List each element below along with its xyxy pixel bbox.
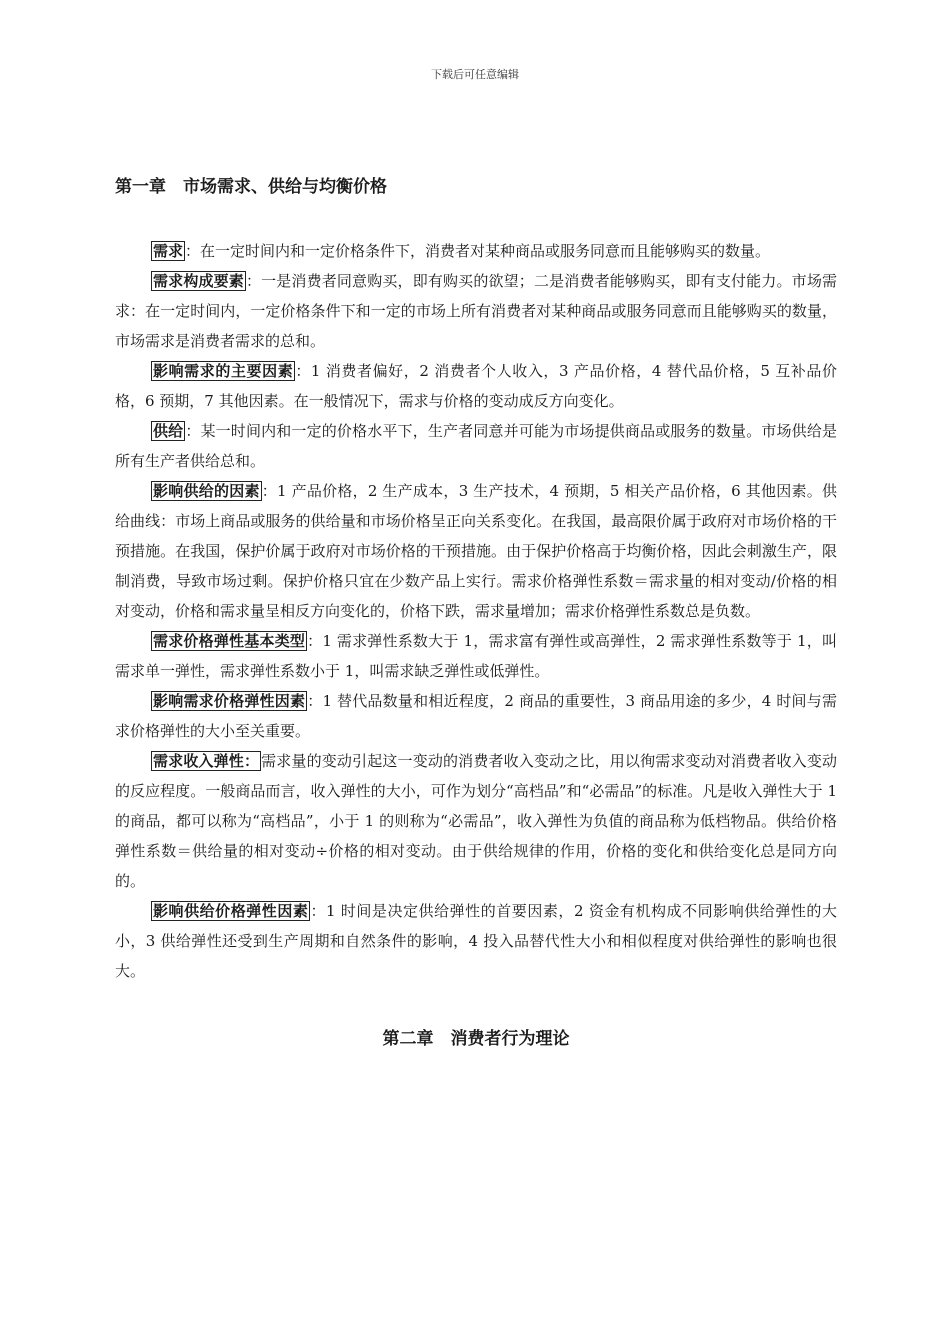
term-label: 影响供给价格弹性因素 — [153, 902, 309, 920]
paragraph-demand — [115, 236, 837, 266]
paragraph-supply-factors — [115, 476, 837, 626]
term-label: 需求 — [153, 242, 184, 260]
term-label: 影响需求的主要因素 — [153, 362, 294, 380]
paragraph-text: ：1 消费者偏好，2 消费者个人收入，3 产品价格，4 替代品价格，5 互补品价格，6 预期，7 其他因素。在一般情况下，需求与价格的变动成反方向变化。 — [115, 362, 837, 410]
paragraph-elasticity-types — [115, 626, 837, 686]
paragraph-supply-elasticity-factors — [115, 896, 837, 986]
paragraph-text: ：一是消费者同意购买，即有购买的欲望；二是消费者能够购买，即有支付能力。市场需求：在一定时间内，一定价格条件下和一定的市场上所有消费者对某种商品或服务同意而且能够购买的数量，市场需求是消费者需求的总和。 — [115, 272, 837, 350]
term-label: 需求价格弹性基本类型 — [153, 632, 306, 650]
paragraph-demand-factors — [115, 356, 837, 416]
paragraph-income-elasticity — [115, 746, 837, 896]
page-header-note: 下载后可任意编辑 — [431, 68, 519, 81]
document-body — [115, 174, 837, 1088]
term-label: 影响需求价格弹性因素 — [153, 692, 306, 710]
term-label: 需求构成要素 — [153, 272, 244, 290]
paragraph-demand-elements — [115, 266, 837, 356]
term-label: 供给 — [153, 422, 184, 440]
term-label: 影响供给的因素 — [153, 482, 260, 500]
paragraph-text: ：1 替代品数量和相近程度，2 商品的重要性，3 商品用途的多少，4 时间与需求价格弹性的大小至关重要。 — [115, 692, 837, 740]
paragraph-text: ：1 产品价格，2 生产成本，3 生产技术，4 预期，5 相关产品价格，6 其他因素。供给曲线：市场上商品或服务的供给量和市场价格呈正向关系变化。在我国，最高限价属于政府对市场价格的干预措施。在我国，保护价属于政府对市场价格的干预措施。由于保护价格高于均衡价格，因此会刺激生产，限制消费，导致市场过剩。保护价格只宜在少数产品上实行。需求价格弹性系数＝需求量的相对变动/价格的相对变动，价格和需求量呈相反方向变化的，价格下跌，需求量增加；需求价格弹性系数总是负数。 — [115, 482, 837, 620]
paragraph-elasticity-factors — [115, 686, 837, 746]
chapter-1-title: 第一章 市场需求、供给与均衡价格 — [115, 177, 387, 197]
paragraph-supply — [115, 416, 837, 476]
paragraph-text: ：在一定时间内和一定价格条件下，消费者对某种商品或服务同意而且能够购买的数量。 — [185, 242, 771, 260]
paragraph-text: ：某一时间内和一定的价格水平下，生产者同意并可能为市场提供商品或服务的数量。市场供给是所有生产者供给总和。 — [115, 422, 837, 470]
paragraph-text: 需求量的变动引起这一变动的消费者收入变动之比，用以徇需求变动对消费者收入变动的反应程度。一般商品而言，收入弹性的大小，可作为划分“高档品”和“必需品”的标准。凡是收入弹性大于 1 的商品，都可以称为“高档品”，小于 1 的则称为“必需品”，收入弹性为负值的商品称为低档物品。供给价格弹性系数＝供给量的相对变动÷价格的相对变动。由于供给规律的作用，价格的变化和供给变化总是同方向的。 — [115, 752, 837, 890]
paragraph-text: ：1 需求弹性系数大于 1，需求富有弹性或高弹性，2 需求弹性系数等于 1，叫需求单一弹性，需求弹性系数小于 1，叫需求缺乏弹性或低弹性。 — [115, 632, 837, 680]
chapter-2-title: 第二章 消费者行为理论 — [382, 1029, 570, 1049]
term-label: 需求收入弹性： — [153, 752, 260, 770]
paragraph-text: ：1 时间是决定供给弹性的首要因素，2 资金有机构成不同影响供给弹性的大小，3 供给弹性还受到生产周期和自然条件的影响，4 投入品替代性大小和相似程度对供给弹性的影响也很大。 — [115, 902, 837, 980]
